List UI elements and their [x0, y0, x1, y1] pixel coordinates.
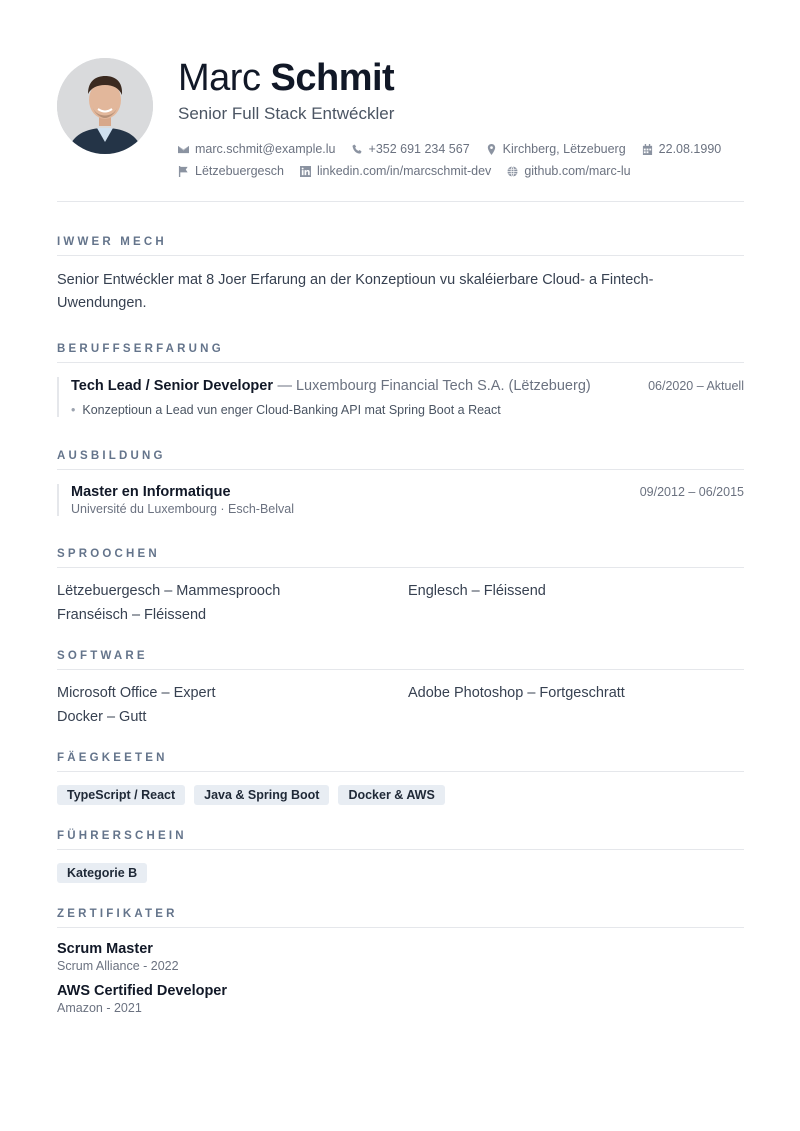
- email-text: marc.schmit@example.lu: [195, 142, 336, 156]
- section-license: [57, 830, 744, 883]
- software-list: [57, 683, 744, 727]
- job-role: Tech Lead / Senior Developer: [71, 378, 273, 394]
- first-name: Marc: [178, 57, 261, 99]
- skill-tag: TypeScript / React: [57, 785, 185, 805]
- phone-text: +352 691 234 567: [368, 142, 470, 156]
- skill-tag: Java & Spring Boot: [194, 785, 329, 805]
- section-education: [57, 450, 744, 516]
- date-range: 09/2012 – 06/2015: [639, 485, 744, 499]
- section-heading: ZERTIFIKATER: [57, 908, 744, 928]
- skill-tag: Docker & AWS: [338, 785, 444, 805]
- section-heading: FÜHRERSCHEIN: [57, 830, 744, 850]
- certificate-entry: [57, 983, 744, 1015]
- bullet-icon: •: [71, 403, 76, 417]
- section-heading: FÄEGKEETEN: [57, 752, 744, 772]
- avatar: [57, 58, 153, 154]
- resume-page: [57, 0, 744, 1015]
- nationality-text: Lëtzebuergesch: [195, 164, 284, 178]
- section-heading: AUSBILDUNG: [57, 450, 744, 470]
- linkedin-icon: [300, 166, 311, 177]
- flag-icon: [178, 166, 189, 177]
- company-name: — Luxembourg Financial Tech S.A. (Lëtzebuerg): [277, 378, 591, 394]
- resume-header: [57, 0, 744, 202]
- entry-header: [71, 484, 744, 500]
- globe-icon: [507, 166, 518, 177]
- certificate-name: AWS Certified Developer: [57, 983, 228, 999]
- mail-icon: [178, 144, 189, 155]
- certificate-issuer: Scrum Alliance - 2022: [57, 959, 179, 973]
- linkedin-text: linkedin.com/in/marcschmit-dev: [316, 164, 492, 178]
- contact-nationality: [178, 164, 284, 178]
- contact-birthdate: [642, 142, 722, 156]
- license-tag: Kategorie B: [57, 863, 147, 883]
- bullet-text: Konzeptioun a Lead vun enger Cloud-Banking API mat Spring Boot a React: [82, 403, 501, 417]
- contact-email[interactable]: [178, 142, 336, 156]
- calendar-icon: [642, 144, 653, 155]
- summary-text: Senior Entwéckler mat 8 Joer Erfarung an der Konzeptioun vu skaléierbare Cloud- a Fintech-Uwendungen.: [57, 272, 654, 311]
- full-name: [178, 56, 744, 100]
- degree-name: Master en Informatique: [71, 484, 231, 500]
- list-item: Docker – Gutt: [57, 709, 147, 725]
- experience-entry: [57, 377, 744, 417]
- school-name: Université du Luxembourg · Esch-Belval: [71, 502, 295, 516]
- languages-list: [57, 581, 744, 625]
- contact-info: [178, 138, 744, 182]
- contact-github[interactable]: [507, 164, 630, 178]
- section-languages: [57, 548, 744, 625]
- list-item: [71, 403, 744, 417]
- contact-row: [178, 138, 744, 160]
- list-item: Adobe Photoshop – Fortgeschratt: [408, 685, 625, 701]
- date-range: 06/2020 – Aktuell: [648, 379, 744, 393]
- license-tags: [57, 863, 744, 883]
- skills-tags: [57, 785, 744, 805]
- location-text: Kirchberg, Lëtzebuerg: [502, 142, 626, 156]
- last-name: Schmit: [270, 57, 395, 99]
- github-text: github.com/marc-lu: [524, 164, 631, 178]
- section-about: [57, 236, 744, 315]
- list-item: Microsoft Office – Expert: [57, 685, 216, 701]
- section-heading: SPROOCHEN: [57, 548, 744, 568]
- birthdate-text: 22.08.1990: [658, 142, 722, 156]
- list-item: Englesch – Fléissend: [408, 583, 546, 599]
- education-entry: [57, 484, 744, 516]
- section-experience: [57, 343, 744, 417]
- header-text: [178, 56, 744, 182]
- section-heading: IWWER MECH: [57, 236, 744, 256]
- section-skills: [57, 752, 744, 805]
- list-item: Lëtzebuergesch – Mammesprooch: [57, 583, 281, 599]
- certificate-entry: [57, 941, 744, 973]
- certificate-issuer: Amazon - 2021: [57, 1001, 142, 1015]
- contact-row: [178, 160, 744, 182]
- section-heading: BERUFFSERFARUNG: [57, 343, 744, 363]
- list-item: Franséisch – Fléissend: [57, 607, 207, 623]
- contact-phone[interactable]: [352, 142, 470, 156]
- contact-location: [486, 142, 626, 156]
- location-pin-icon: [486, 144, 497, 155]
- contact-linkedin[interactable]: [300, 164, 491, 178]
- job-title: Senior Full Stack Entwéckler: [178, 104, 395, 123]
- certificate-name: Scrum Master: [57, 941, 153, 957]
- section-certificates: [57, 908, 744, 1015]
- section-heading: SOFTWARE: [57, 650, 744, 670]
- phone-icon: [352, 144, 363, 155]
- profile-photo: [57, 58, 153, 154]
- entry-header: [71, 377, 744, 395]
- section-software: [57, 650, 744, 727]
